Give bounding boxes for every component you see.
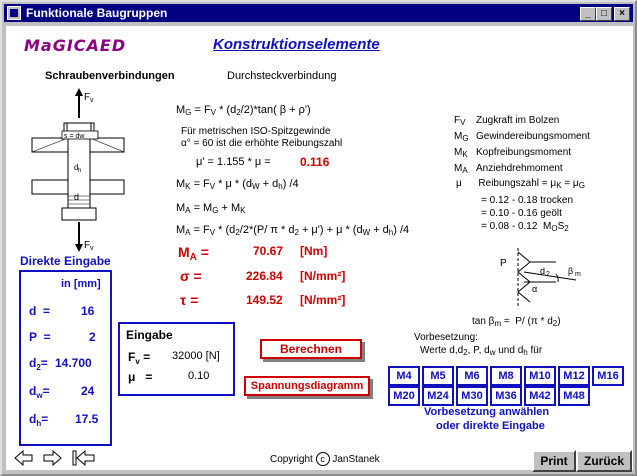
svg-text:d: d: [74, 163, 79, 172]
preset-m4-button[interactable]: M4: [388, 366, 420, 386]
label-d: d =: [29, 304, 51, 318]
label-p: P =: [29, 330, 51, 344]
eingabe-title: Eingabe: [126, 328, 173, 342]
brand-logo: MaGICAED: [24, 36, 127, 55]
mu-prime-value: 0.116: [300, 155, 330, 169]
result-tau-symbol: τ =: [180, 292, 199, 308]
eingabe-panel: [118, 322, 235, 396]
formula-ma-sum: $M_A = M_G + M_K$: [176, 202, 246, 215]
nav-forward-arrow-icon[interactable]: [42, 450, 62, 466]
svg-text:P: P: [500, 258, 507, 269]
friction-title: μ Reibungszahl = $\mu_K = \mu_G$: [456, 178, 585, 190]
friction-values: = 0.12 - 0.18 trocken = 0.10 - 0.16 geölt = 0.08 - 0.12 $M_OS_2$: [481, 195, 574, 233]
preset-m48-button[interactable]: M48: [558, 386, 590, 406]
preset-m30-button[interactable]: M30: [456, 386, 488, 406]
nav-back-arrow-icon[interactable]: [14, 450, 34, 466]
result-sigma-value: 226.84: [246, 269, 283, 283]
legend-item: $M_K$ Kopfreibungsmoment: [454, 147, 572, 159]
formula-ma-full: $M_A = F_V * (d_2/2*(P/$ $\pi * d_2 + \mu') + \mu * (d_W + d_h)$ /4: [176, 224, 410, 237]
result-ma-unit: [Nm]: [300, 244, 328, 258]
fv-input[interactable]: 32000 [N]: [172, 350, 220, 362]
legend-item: $M_G$ Gewindereibungsmoment: [454, 131, 590, 143]
svg-text:d: d: [74, 192, 80, 202]
title-bar: [4, 4, 633, 22]
back-button[interactable]: Zurück: [576, 450, 632, 472]
preset-m20-button[interactable]: M20: [388, 386, 420, 406]
legend-item: $M_A$ Anziehdrehmoment: [454, 163, 563, 175]
maximize-button[interactable]: □: [596, 7, 612, 21]
preset-m42-button[interactable]: M42: [524, 386, 556, 406]
preset-m5-button[interactable]: M5: [422, 366, 454, 386]
preset-hint-2: oder direkte Eingabe: [436, 420, 545, 432]
preset-m10-button[interactable]: M10: [524, 366, 556, 386]
preset-m16-button[interactable]: M16: [592, 366, 624, 386]
copyright-notice: Copyright c JanStanek: [270, 454, 380, 465]
svg-text:F: F: [84, 92, 91, 103]
mu-input[interactable]: 0.10: [188, 370, 210, 382]
section-title[interactable]: Konstruktionselemente: [213, 36, 380, 53]
result-sigma-unit: [N/mm²]: [300, 269, 346, 283]
formula-mk: $M_K = F_V * \mu * (d_W + d_h)$ /4: [176, 178, 299, 191]
svg-text:v: v: [90, 245, 94, 252]
preset-m12-button[interactable]: M12: [558, 366, 590, 386]
result-ma-symbol: $M_A$ =: [178, 244, 209, 263]
svg-text:F: F: [84, 240, 91, 251]
svg-text:v: v: [90, 97, 94, 104]
result-tau-unit: [N/mm²]: [300, 293, 346, 307]
input-dh[interactable]: 17.5: [75, 412, 99, 426]
preset-m6-button[interactable]: M6: [456, 366, 488, 386]
topic-title: Schraubenverbindungen: [45, 70, 175, 82]
fv-label: $F_v$ =: [128, 350, 151, 366]
calculate-button[interactable]: Berechnen: [260, 339, 362, 359]
minimize-button[interactable]: _: [580, 7, 596, 21]
input-p[interactable]: 2: [89, 330, 96, 344]
bolt-diagram: [24, 88, 134, 253]
label-d2: $d_2=$: [29, 356, 48, 372]
preset-hint-1: Vorbesetzung anwählen: [424, 406, 550, 418]
tan-formula: $\tan \beta_m = P/$ $(\pi * d_2)$: [472, 316, 561, 328]
copyright-icon: c: [316, 452, 330, 466]
app-icon[interactable]: [7, 6, 21, 20]
print-button[interactable]: Print: [532, 450, 576, 472]
preset-m24-button[interactable]: M24: [422, 386, 454, 406]
svg-text:h: h: [78, 168, 82, 174]
main-panel: [6, 26, 633, 470]
label-dh: $d_h=$: [29, 412, 49, 428]
svg-text:d: d: [540, 266, 546, 276]
svg-text:α: α: [532, 284, 538, 294]
iso-note-1: Für metrischen ISO-Spitzgewinde: [181, 126, 331, 137]
mu-prime-expression: μ' = 1.155 * μ =: [196, 156, 271, 168]
preset-m8-button[interactable]: M8: [490, 366, 522, 386]
result-ma-value: 70.67: [253, 244, 284, 258]
direct-unit-label: in [mm]: [61, 278, 101, 290]
result-sigma-symbol: σ =: [180, 268, 202, 284]
formula-mg: $M_G = F_V * (d_2/2)*\tan$( β + ρ'): [176, 104, 311, 117]
direct-input-title: Direkte Eingabe: [20, 254, 111, 268]
direct-input-panel: [19, 270, 112, 446]
iso-note-2: α° = 60 ist die erhöhte Reibungszahl: [181, 138, 343, 149]
input-d2[interactable]: 14.700: [55, 356, 92, 370]
preset-m36-button[interactable]: M36: [490, 386, 522, 406]
svg-text:s = dw: s = dw: [64, 133, 85, 140]
label-dw: $d_w=$: [29, 384, 50, 400]
window-title: Funktionale Baugruppen: [26, 6, 168, 20]
preset-description: Werte $d,d_2$, P, $d_w$ und $d_h$ für: [420, 345, 543, 357]
input-dw[interactable]: 24: [81, 384, 95, 398]
nav-first-arrow-icon[interactable]: [72, 450, 96, 466]
input-d[interactable]: 16: [81, 304, 95, 318]
svg-text:m: m: [575, 271, 581, 278]
preset-title: Vorbesetzung:: [414, 332, 478, 343]
symbol-legend: [454, 114, 590, 178]
stress-diagram-button[interactable]: Spannungsdiagramm: [244, 376, 370, 396]
legend-item: $F_V$ Zugkraft im Bolzen: [454, 115, 560, 127]
topic-subtitle: Durchsteckverbindung: [227, 70, 337, 82]
svg-text:2: 2: [546, 271, 550, 278]
mu-label: μ =: [128, 370, 153, 384]
svg-text:β: β: [568, 266, 574, 276]
result-tau-value: 149.52: [246, 293, 283, 307]
thread-angle-diagram: [496, 244, 596, 308]
close-button[interactable]: ×: [614, 7, 630, 21]
